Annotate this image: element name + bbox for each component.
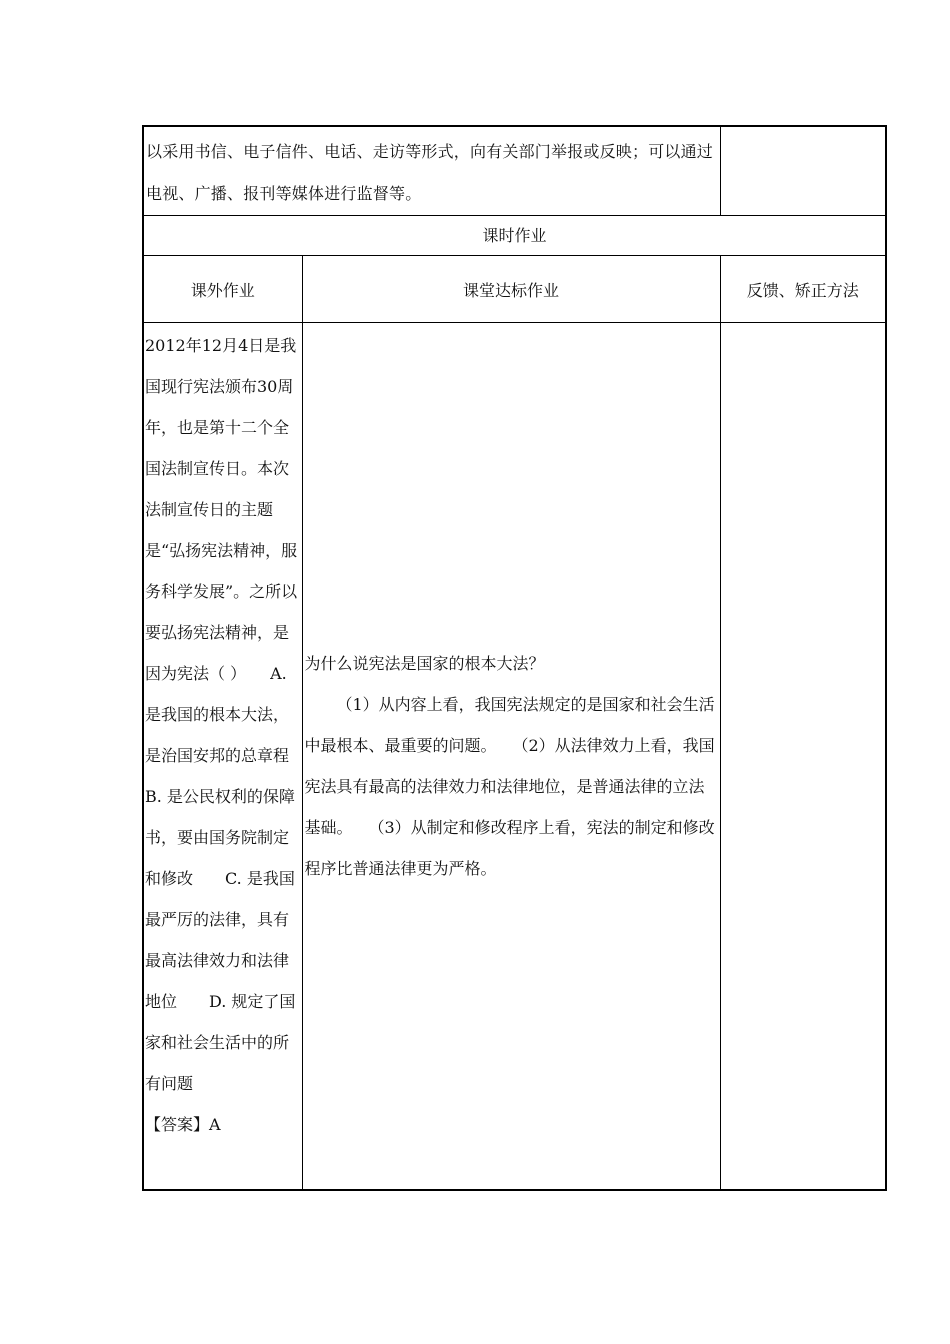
homework-cell <box>143 323 322 1190</box>
feedback-cell <box>720 323 886 1190</box>
section-title-row <box>143 216 886 256</box>
header-homework: 课外作业 <box>143 256 302 323</box>
homework-answer: 【答案】A <box>145 1115 221 1134</box>
continuation-side-cell <box>720 126 886 216</box>
classwork-cell <box>302 323 720 1190</box>
continuation-row <box>143 126 886 216</box>
content-row <box>143 323 886 1190</box>
lesson-table <box>142 125 887 1191</box>
classwork-answer: （1）从内容上看，我国宪法规定的是国家和社会生活中最根本、最重要的问题。 （2）从法律效力上看，我国宪法具有最高的法律效力和法律地位，是普通法律的立法基础。 （3）从制定和修改程序上看，宪法的制定和修改程序比普通法律更为严格。 <box>304 694 715 878</box>
continuation-cell <box>143 126 720 216</box>
classwork-question: 为什么说宪法是国家的根本大法？ <box>304 653 545 673</box>
homework-question: 2012年12月4日是我国现行宪法颁布30周年，也是第十二个全国法制宣传日。本次法制宣传日的主题是“弘扬宪法精神，服务科学发展”。之所以要弘扬宪法精神，是因为宪法（ ） A. 是我国的根本大法，是治国安邦的总章程 B. 是公民权利的保障书，要由国务院制定和修改 C. 是我国最严厉的法律，具有最高法律效力和法律地位 D. 规定了国家和社会生活中的所有问题 <box>145 336 322 1093</box>
header-feedback: 反馈、矫正方法 <box>720 256 886 323</box>
header-row <box>143 256 886 323</box>
section-title: 课时作业 <box>143 216 886 256</box>
continuation-text: 以采用书信、电子信件、电话、走访等形式，向有关部门举报或反映；可以通过电视、广播、报刊等媒体进行监督等。 <box>146 142 714 203</box>
header-classwork: 课堂达标作业 <box>302 256 720 323</box>
